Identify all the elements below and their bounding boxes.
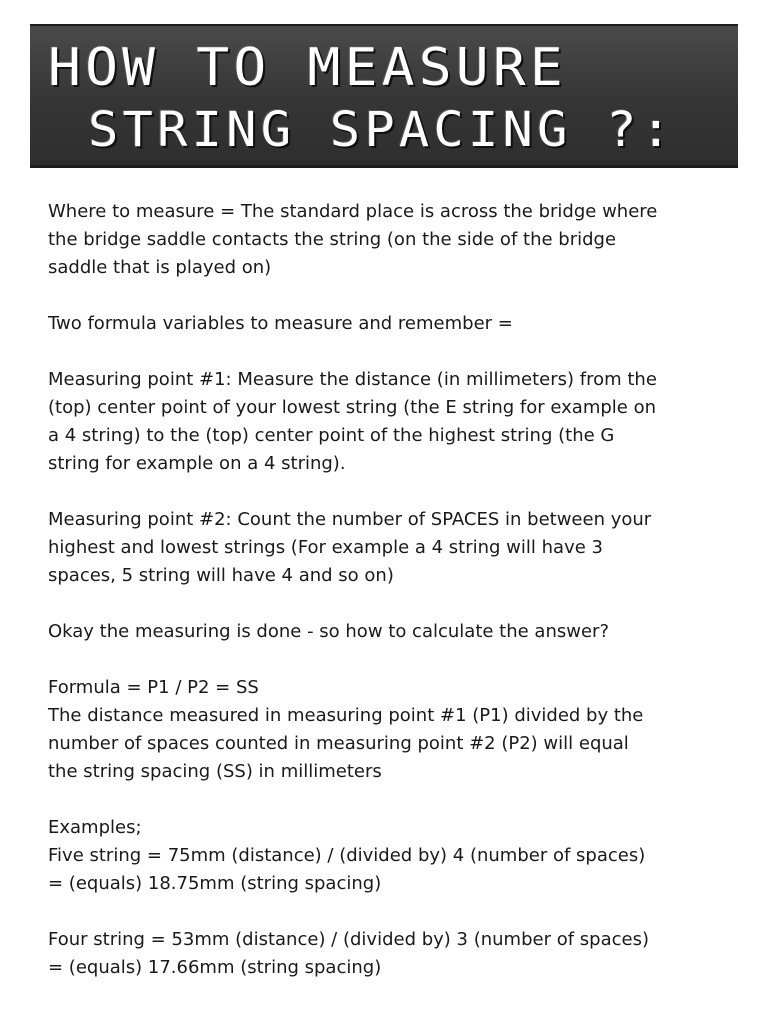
text-line: Measuring point #2: Count the number of SPACES in between your <box>48 509 652 530</box>
text-line: the string spacing (SS) in millimeters <box>48 761 382 782</box>
text-line: = (equals) 17.66mm (string spacing) <box>48 957 382 978</box>
text-line: Two formula variables to measure and remember = <box>48 313 513 334</box>
text-line: Five string = 75mm (distance) / (divided by) 4 (number of spaces) <box>48 845 646 866</box>
banner-title-line-1: HOW TO MEASURE <box>48 38 568 98</box>
text-line: saddle that is played on) <box>48 257 272 278</box>
title-banner <box>30 24 738 168</box>
text-line: Examples; <box>48 817 142 838</box>
text-line: highest and lowest strings (For example a 4 string will have 3 <box>48 537 603 558</box>
text-line: = (equals) 18.75mm (string spacing) <box>48 873 382 894</box>
paragraph-formula <box>48 674 728 786</box>
text-line: Okay the measuring is done - so how to calculate the answer? <box>48 621 609 642</box>
text-line: Four string = 53mm (distance) / (divided by) 3 (number of spaces) <box>48 929 649 950</box>
paragraph-measuring-point-2 <box>48 506 728 590</box>
paragraph-formula-variables <box>48 310 728 338</box>
paragraph-calculate <box>48 618 728 646</box>
paragraph-where-to-measure <box>48 198 728 282</box>
text-line: string for example on a 4 string). <box>48 453 346 474</box>
text-line: a 4 string) to the (top) center point of the highest string (the G <box>48 425 615 446</box>
text-line: the bridge saddle contacts the string (on the side of the bridge <box>48 229 617 250</box>
text-line: The distance measured in measuring point #1 (P1) divided by the <box>48 705 644 726</box>
banner-title-line-2: STRING SPACING ?: <box>88 102 676 158</box>
text-line: number of spaces counted in measuring point #2 (P2) will equal <box>48 733 629 754</box>
text-line: spaces, 5 string will have 4 and so on) <box>48 565 394 586</box>
paragraph-examples <box>48 814 728 898</box>
paragraph-measuring-point-1 <box>48 366 728 478</box>
paragraph-example-four-string <box>48 926 728 982</box>
text-line: (top) center point of your lowest string (the E string for example on <box>48 397 657 418</box>
text-line: Measuring point #1: Measure the distance (in millimeters) from the <box>48 369 657 390</box>
text-line: Formula = P1 / P2 = SS <box>48 677 259 698</box>
article-body <box>48 198 728 982</box>
text-line: Where to measure = The standard place is across the bridge where <box>48 201 658 222</box>
